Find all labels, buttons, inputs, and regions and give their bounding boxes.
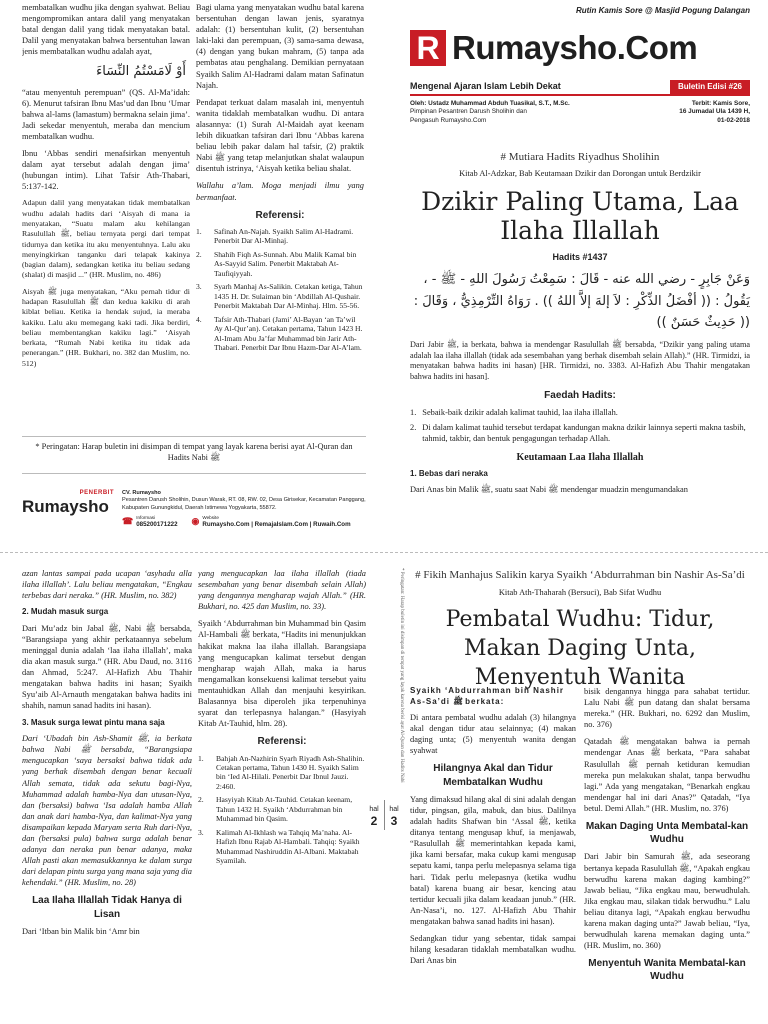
hadits-translation: Dari Jabir ﷺ, ia berkata, bahwa ia mendengar Rasulullah ﷺ bersabda, “Dzikir yang paling utama adalah laa ilaha illallah (tidak ada sesembahan yang berhak disembah selain Allah).” (HR. Tirmidzi, ia menyatakan bahwa hadits ini hasan) [HR. Tirmidzi, no. 3383. Al-Hafizh Abu Thahir mengatakan bahwa hadits ini hasan]. (410, 339, 751, 382)
reference-text: Safinah An-Najah. Syaikh Salim Al-Hadrami. Penerbit Dar Al-Minhaj. (214, 226, 354, 246)
fold-divider (0, 552, 768, 553)
top-left-column-b (196, 2, 364, 432)
article2-column-a (410, 686, 576, 1024)
paragraph: bisik dengannya hingga para sahabat tertidur. Lalu Nabi ﷺ pun datang dan shalat bersama mereka.” (HR. Bukhari, no. 6292 dan Muslim, no. 376) (584, 687, 750, 730)
article2-column-b (584, 686, 750, 1024)
series-title: # Fikih Manhajus Salikin karya Syaikh ‘Abdurrahman bin Nashir As-Sa’di (415, 569, 745, 581)
author-role: Pengasuh Rumaysho.Com (410, 116, 487, 124)
kitab-line: Kitab Al-Adzkar, Bab Keutamaan Dzikir dan Dorongan untuk Berdzikir (459, 168, 701, 178)
vertical-warning: * Peringatan: Harap buletin ini disimpan di tempat yang layak karena berisi ayat Al-Quran dan Hadits Nabi (399, 568, 404, 783)
faedah-number: 2. (410, 423, 417, 433)
publisher-websites: Rumaysho.Com | RemajaIslam.Com | Ruwaih.Com (202, 520, 351, 528)
reference-text: Bahjah An-Nazhirin Syarh Riyadh Ash-Shalihin. Cetakan pertama, Tahun 1430 H. Syaikh Salim bin ‘Ied Al-Hilali. Penerbit Dar Ibnul Jauzi. 2:460. (216, 753, 365, 791)
logo-text: Rumaysho.Com (452, 29, 698, 67)
reference-text: Kalimah Al-Ikhlash wa Tahqiq Ma’naha. Al-Hafizh Ibnu Rajab Al-Hambali. Tahqiq: Syaikh Muhammad Nashiruddin Al-Albani. Maktabah Syamilah. (216, 827, 360, 866)
references-title: Referensi: (257, 736, 307, 748)
author-name: Oleh: Ustadz Muhammad Abduh Tuasikal, S.T., M.Sc. (410, 100, 570, 107)
section-heading: Menyentuh Wanita Membatal-kan Wudhu (588, 958, 746, 983)
page-number-left: hal 2 (369, 806, 379, 829)
reference-text: Shahih Fiqh As-Sunnah. Abu Malik Kamal bin As-Sayyid Salim. Penerbit Maktabah At-Taufiqiyyah. (214, 249, 357, 278)
website-label: Website (202, 514, 219, 520)
paragraph: Wallahu a’lam. Moga menjadi ilmu yang bermanfaat. (196, 181, 364, 202)
section-heading: Hilangnya Akal dan Tidur Membatalkan Wudhu (433, 763, 553, 788)
publisher-footer (22, 490, 366, 536)
reference-item (198, 795, 366, 823)
faedah-list (410, 407, 750, 444)
logo-r-badge: R (410, 30, 446, 66)
paragraph: Dari ‘Ubadah bin Ash-Shamit ﷺ, ia berkata bahwa Nabi ﷺ bersabda, “Barangsiapa mengucapkan ‘saya bersaksi bahwa tidak ada yang berhak disembah dengan benar kecuali Allah semata, tidak ada sekutu bagi-Nya, Muhammad adalah hamba-Nya dan utusan-Nya, dan (bersaksi) bahwa ‘Isa adalah hamba Allah dan anak dari hamba-Nya, dan kalimat-Nya yang disampaikan kepada Maryam serta Ruh dari-Nya, dan (bersaksi pula) bahwa surga adalah benar adanya dan neraka pun benar adanya, maka Allah pasti akan memasukkannya ke dalam surga dari delapan pintu surga yang mana saja yang dia kehendaki.” (HR. Muslim, no. 28) (22, 734, 192, 888)
paragraph: Pendapat terkuat dalam masalah ini, menyentuh wanita tidaklah membatalkan wudhu. Di antara alasannya: (1) Surah Al-Maidah ayat keenam lebih dikuatkan tafsiran dari Ibnu ‘Abbas karena beliau lebih pakar dalam hal tafsir, (2) praktik Nabi ﷺ yang tetap melanjutkan shalat walaupun disentuh istrinya, ‘Aisyah ketika beliau shalat. (196, 97, 364, 174)
publisher-address: Pesantren Darush Sholihin, Dusun Warak, RT. 08, RW. 02, Desa Girisekar, Kecamatan Panggang, Kabupaten Gunungkidul, Daerah Istimewa Yogyakarta, 55872. (122, 497, 366, 511)
kitab-line: Kitab Ath-Thaharah (Bersuci), Bab Sifat Wudhu (498, 588, 662, 598)
article1 (410, 150, 750, 540)
paragraph: Sedangkan tidur yang sebentar, tidak sampai hilang kesadaran tidaklah membatalkan wudhu. Dari Anas bin (410, 933, 576, 966)
reference-number: 2. (196, 249, 202, 259)
references-title: Referensi: (255, 209, 305, 221)
paragraph: Dari Mu’adz bin Jabal ﷺ, Nabi ﷺ bersabda, “Barangsiapa yang akhir perkataannya sebelum meninggal dunia adalah ‘laa ilaha illallah’, maka dia akan masuk surga.” (HR. Abu Daud, no. 3116 dan Ahmad, 5:247. Al-Hafizh Abu Thahir mengatakan bahwa hadits ini hasan; Syaikh Syu’aib Al-Arnauth mengatakan bahwa hadits ini shahih, namun sanad hadits ini hasan). (22, 623, 192, 711)
reference-item (196, 282, 364, 310)
reference-item (196, 250, 364, 278)
publish-date: Terbit: Kamis Sore, (691, 100, 750, 107)
header-topline: Rutin Kamis Sore @ Masjid Pogung Dalangan (575, 6, 750, 15)
storage-warning: * Peringatan: Harap buletin ini disimpan di tempat yang layak karena berisi ayat Al-Quran dan Hadits Nabi ﷺ (22, 436, 366, 474)
paragraph: Ibnu ‘Abbas sendiri menafsirkan menyentuh dalam ayat tersebut adalah dengan jima’ (hubungan intim). Lihat Tafsir Ath-Thabari, 5:137-142. (22, 149, 190, 192)
paragraph: Syaikh ‘Abdurrahman bin Muhammad bin Qasim Al-Hambali ﷺ berkata, “Hadits ini menunjukkan hakikat makna laa ilaha illallah. Barangsiapa yang mengucapkan kalimat tersebut dengan mengharap wajah Allah, maka ia harus mengamalkan konsekuensi kalimat tersebut yaitu mentauhidkan Allah dan menjauhi kesyirikan. Balasannya bisa diperoleh jika terpenuhinya syarat dan terlepasnya halangan.” (Hasyiyah Kitab At-Tauhid, hlm. 28). (198, 619, 366, 729)
hadits-arabic: وَعَنْ جَابِرٍ - رضي الله عنه - قَالَ : سَمِعْتُ رَسُولَ اللهِ - ﷺ - ، يَقُولُ : (( أفْضَلُ الذِّكْرِ : لاَ إلهَ إلاَّ اللهُ )) . رَوَاهُ التِّرْمِذِيُّ ، وَقَالَ : (( حَدِيثٌ حَسَنٌ )) (413, 272, 750, 331)
edition-badge: Buletin Edisi #26 (670, 80, 750, 94)
reference-item (198, 754, 366, 792)
publisher-info (122, 490, 366, 529)
reference-number: 3. (198, 827, 204, 837)
hadits-number: Hadits #1437 (552, 251, 608, 262)
quran-verse: أَوْ لَامَسْتُمُ النِّسَاءَ (96, 64, 186, 80)
tagline: Mengenal Ajaran Islam Lebih Dekat (410, 81, 561, 92)
publisher-logo (22, 490, 114, 515)
publisher-phone: 085200171222 (136, 520, 178, 528)
paragraph: azan lantas sampai pada ucapan ‘asyhadu alla ilaha illallah’. Lalu beliau mengatakan, “Engkau terbebas dari neraka.” (HR. Muslim, no. 382) (22, 569, 192, 601)
globe-icon: ◉ (191, 515, 200, 526)
page-number-right: hal 3 (389, 806, 399, 829)
paragraph: Aisyah ﷺ juga menyatakan, “Aku pernah tidur di hadapan Rasulullah ﷺ dan kedua kakiku di arah kiblat beliau. Ketika ia hendak sujud, ia meraba kakiku. Lalu aku memegang kaki tadi. Jika berdiri, beliau membentangkan kakiku lagi.” ‘Aisyah berkata, “Rumah Nabi ketika itu tidak ada penerangan.” (HR. Bukhari, no. 382 dan Muslim, no. 512) (22, 286, 190, 368)
reference-item (198, 828, 366, 866)
section-heading: Laa Ilaha Illallah Tidak Hanya di Lisan (32, 895, 182, 920)
faedah-text: Sebaik-baik dzikir adalah kalimat tauhid, laa ilaha illallah. (422, 408, 618, 418)
reference-number: 2. (198, 795, 204, 805)
reference-text: Tafsir Ath-Thabari (Jami’ Al-Bayan ‘an Ta’wil Ay Al-Qur’an). Cetakan pertama, Tahun 1423 H. Al-Imam Abu Ja’far Muhammad bin Jarir Ath-Thabari. Penerbit Dar Ibnu Hazm-Dar Al-A’lam. (214, 314, 363, 353)
reference-item (196, 227, 364, 246)
author-block (410, 100, 750, 130)
publisher-label: PENERBIT (79, 490, 114, 496)
keutamaan-point: 1. Bebas dari neraka (410, 468, 488, 478)
faedah-title: Faedah Hadits: (544, 390, 616, 402)
paragraph: Dari Anas bin Malik ﷺ, suatu saat Nabi ﷺ mendengar muadzin mengumandakan (410, 485, 688, 495)
paragraph: Di antara pembatal wudhu adalah (3) hilangnya akal dengan tidur atau selainnya; (4) makan daging unta; (5) menyentuh wanita dengan syahwat (410, 713, 576, 756)
reference-item (196, 315, 364, 353)
section-heading: Makan Daging Unta Membatal-kan Wudhu (585, 821, 749, 846)
keutamaan-title: Keutamaan Laa Ilaha Illallah (516, 451, 644, 463)
article2-header (410, 568, 750, 692)
bottom-left-column-b (198, 568, 366, 1024)
phone-icon: ☎ (122, 515, 134, 526)
series-title: # Mutiara Hadits Riyadhus Sholihin (500, 151, 660, 163)
references-list (198, 754, 366, 866)
publish-date: 01-02-2018 (717, 116, 750, 124)
bottom-left-column-a (22, 568, 192, 1024)
reference-number: 4. (196, 314, 202, 324)
paragraph: yang mengucapkan laa ilaha illallah (tiada sesembahan yang benar disembah selain Allah) yang dengannya mengharap wajah Allah.” (HR. Bukhari, no. 425 dan Muslim, no. 33). (198, 569, 366, 612)
site-logo (410, 26, 750, 70)
publisher-cv: CV. Rumaysho (122, 490, 161, 496)
paragraph: Yang dimaksud hilang akal di sini adalah dengan tidur, pingsan, gila, mabuk, dan bius. Dalilnya adalah hadits Shafwan bin ‘Assal ﷺ, ketika ditanya tentang mengusap khuf, ia menjawab, “Rasulullah ﷺ memerintahkan kepada kami, jika kami bersafar, maka cukup kami mengusap sepatu kami, tanpa perlu melepasnya selama tiga hari. Tidak perlu melepasnya (ketika wudhu batal) karena buang air besar, kencing atau tertidur kecuali jika dalam keadaan junub.” (HR. An-Nasa’i, no. 127. Al-Hafizh Abu Thahir mengatakan bahwa sanad hadits ini hasan). (410, 794, 576, 926)
publisher-name: Rumaysho (22, 496, 109, 516)
author-role: Pimpinan Pesantren Darush Sholihin dan (410, 108, 527, 116)
gutter-line (384, 800, 385, 830)
reference-number: 1. (196, 226, 202, 236)
reference-text: Hasyiyah Kitab At-Tauhid. Cetakan keenam, Tahun 1432 H. Syaikh ‘Abdurrahman bin Muhammad bin Qasim. (216, 795, 353, 824)
reference-number: 3. (196, 282, 202, 292)
faedah-text: Di dalam kalimat tauhid tersebut terdapat kandungan makna dzikir lainnya seperti makna tasbih, tahmid, takbir, dan bentuk pengagungan terhadap Allah. (422, 423, 746, 444)
reference-number: 1. (198, 753, 204, 763)
publish-date: 16 Jumadal Ula 1439 H, (679, 108, 750, 116)
intro-speaker: Syaikh ‘Abdurrahman bin Nashir As-Sa’di ﷺ berkata: (410, 686, 565, 706)
reference-text: Syarh Manhaj As-Salikin. Cetakan ketiga, Tahun 1435 H. Dr. Sulaiman bin ‘Abdillah Al-Qushair. Penerbit Maktabah Dar Al-Minhaj. Hlm. 55-56. (214, 282, 363, 311)
subsection-heading: 3. Masuk surga lewat pintu mana saja (22, 717, 165, 727)
paragraph: Dari Jabir bin Samurah ﷺ, ada seseorang bertanya kepada Rasulullah ﷺ, “Apakah engkau berwudhu karena makan daging kambing?” Jawab beliau, “Jika engkau mau, berwudhulah. Jika engkau mau, silakan tidak berwudhu.” Lalu beliau ditanya lagi, “Apakah engkau berwudhu karena makan daging unta?” Jawab beliau, “Iya, berwudhulah karena memakan daging unta.” (HR. Muslim, no. 360) (584, 852, 750, 951)
faedah-item (410, 407, 750, 418)
paragraph: Qatadah ﷺ mengatakan bahwa ia pernah mendengar Anas ﷺ berkata, “Para sahabat Rasulullah ﷺ pernah ketiduran kemudian mereka pun melakukan shalat, tanpa berwudhu lagi.” Ada yang mengatakan, “Benarkah engkau mendengar hal ini dari Anas?” Qatadah, “Iya betul. Demi Allah.” (HR. Muslim, no. 376) (584, 737, 750, 813)
paragraph: Bagi ulama yang menyatakan wudhu batal karena bersentuhan dengan lawan jenis, syaratnya adalah: (1) bersentuhan kulit, (2) bersentuhan laki-laki dan perempuan, (3) sama-sama dewasa, (4) dengan yang bukan mahram, (5) tanpa ada pembatas atau penghalang. Demikian pernyataan Syaikh Salim Al-Hadrami dalam matan Safinatun Najah. (196, 3, 364, 90)
paragraph: Adapun dalil yang menyatakan tidak membatalkan wudhu adalah hadits dari ‘Aisyah di mana ia menyatakan, “Suatu malam aku kehilangan Rasulullah ﷺ, beliau ternyata pergi dari tempat tidurnya dan ketika itu aku menyentuhnya. Lalu aku menyingkirkan tanganku dari telapak kakinya (bagian dalam), sedangkan ketika itu beliau sedang (shalat) di masjid ...” (HR. Muslim, no. 486) (22, 198, 190, 280)
paragraph: “atau menyentuh perempuan” (QS. Al-Ma’idah: 6). Menurut tafsiran Ibnu Mas’ud dan Ibnu ‘Umar bahwa al-lams (lamastum) bermakna selain jima’. Jadi sekedar menyentuh, meraba dan mencium membatalkan wudhu. (22, 87, 190, 141)
paragraph: Dari ‘Itban bin Malik bin ‘Amr bin (22, 926, 140, 936)
phone-label: Informasi (136, 514, 156, 520)
faedah-item (410, 422, 750, 444)
subsection-heading: 2. Mudah masuk surga (22, 607, 109, 617)
faedah-number: 1. (410, 408, 417, 418)
references-list (196, 227, 364, 353)
article-title: Pembatal Wudhu: Tidur, Makan Daging Unta, Menyentuh Wanita (445, 607, 715, 690)
tagline-bar (410, 80, 750, 96)
paragraph: membatalkan wudhu jika dengan syahwat. Beliau mengompromikan antara dalil yang menyatakan batal dengan dalil yang tidak menyatakan batal. Dalil yang menyatakan bahwa bersentuhan lawan jenis membatalkan wudhu adalah ayat, (22, 3, 190, 57)
top-left-column-a (22, 2, 190, 432)
article-title: Dzikir Paling Utama, Laa Ilaha Illallah (421, 186, 739, 246)
